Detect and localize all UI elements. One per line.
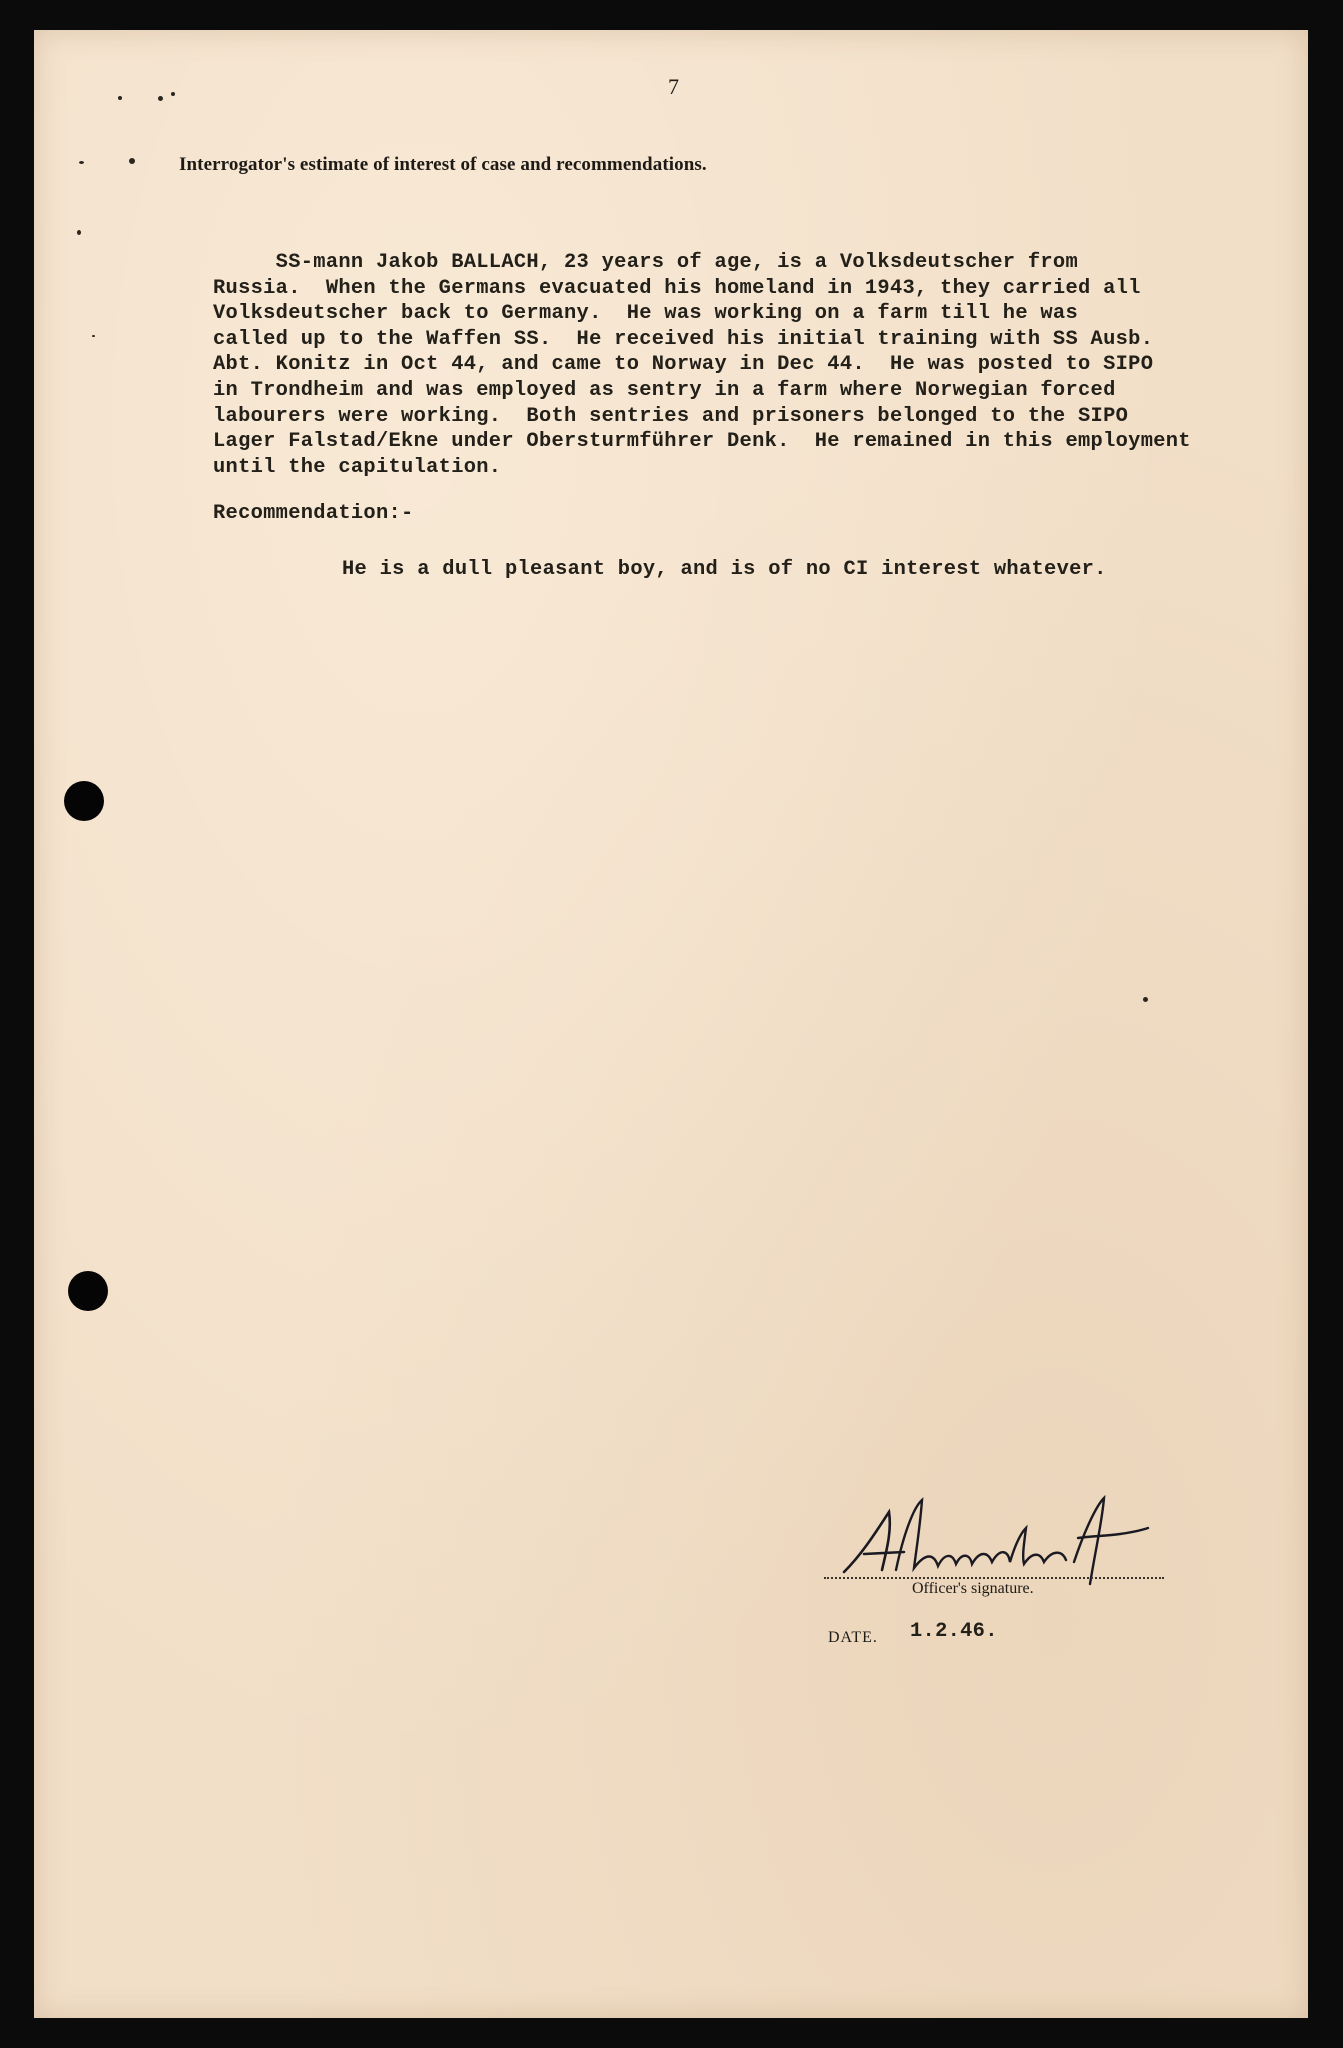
page-number: 7 xyxy=(668,74,679,99)
punch-hole xyxy=(68,1271,108,1311)
interrogation-summary xyxy=(213,250,1253,480)
summary-line: Abt. Konitz in Oct 44, and came to Norway in Dec 44. He was posted to SIPO xyxy=(213,353,1154,377)
margin-mark xyxy=(1143,997,1148,1002)
document-page xyxy=(34,30,1308,2018)
summary-line: SS-mann Jakob BALLACH, 23 years of age, is a Volksdeutscher from xyxy=(213,251,1079,274)
recommendation-label: Recommendation:- xyxy=(213,502,414,525)
margin-mark xyxy=(171,92,175,96)
date-value: 1.2.46. xyxy=(910,1620,998,1643)
margin-mark xyxy=(158,96,163,101)
margin-mark xyxy=(129,158,135,164)
margin-mark xyxy=(79,161,84,164)
margin-mark xyxy=(77,230,81,235)
summary-line: labourers were working. Both sentries and prisoners belonged to the SIPO xyxy=(213,404,1129,428)
margin-mark xyxy=(92,335,95,337)
margin-mark xyxy=(118,96,122,100)
summary-line: Volksdeutscher back to Germany. He was working on a farm till he was xyxy=(213,302,1079,326)
summary-line: Russia. When the Germans evacuated his homeland in 1943, they carried all xyxy=(213,276,1141,300)
summary-line: until the capitulation. xyxy=(213,455,502,479)
summary-line: Lager Falstad/Ekne under Obersturmführer Denk. He remained in this employment xyxy=(213,430,1191,454)
recommendation-text: He is a dull pleasant boy, and is of no CI interest whatever. xyxy=(342,558,1107,581)
signature-label: Officer's signature. xyxy=(912,1580,1034,1597)
section-heading: Interrogator's estimate of interest of case and recommendations. xyxy=(179,154,707,175)
signature-line xyxy=(824,1577,1164,1579)
date-label: DATE. xyxy=(828,1629,878,1646)
summary-line: called up to the Waffen SS. He received his initial training with SS Ausb. xyxy=(213,327,1154,351)
summary-line: in Trondheim and was employed as sentry in a farm where Norwegian forced xyxy=(213,378,1116,402)
punch-hole xyxy=(64,781,104,821)
